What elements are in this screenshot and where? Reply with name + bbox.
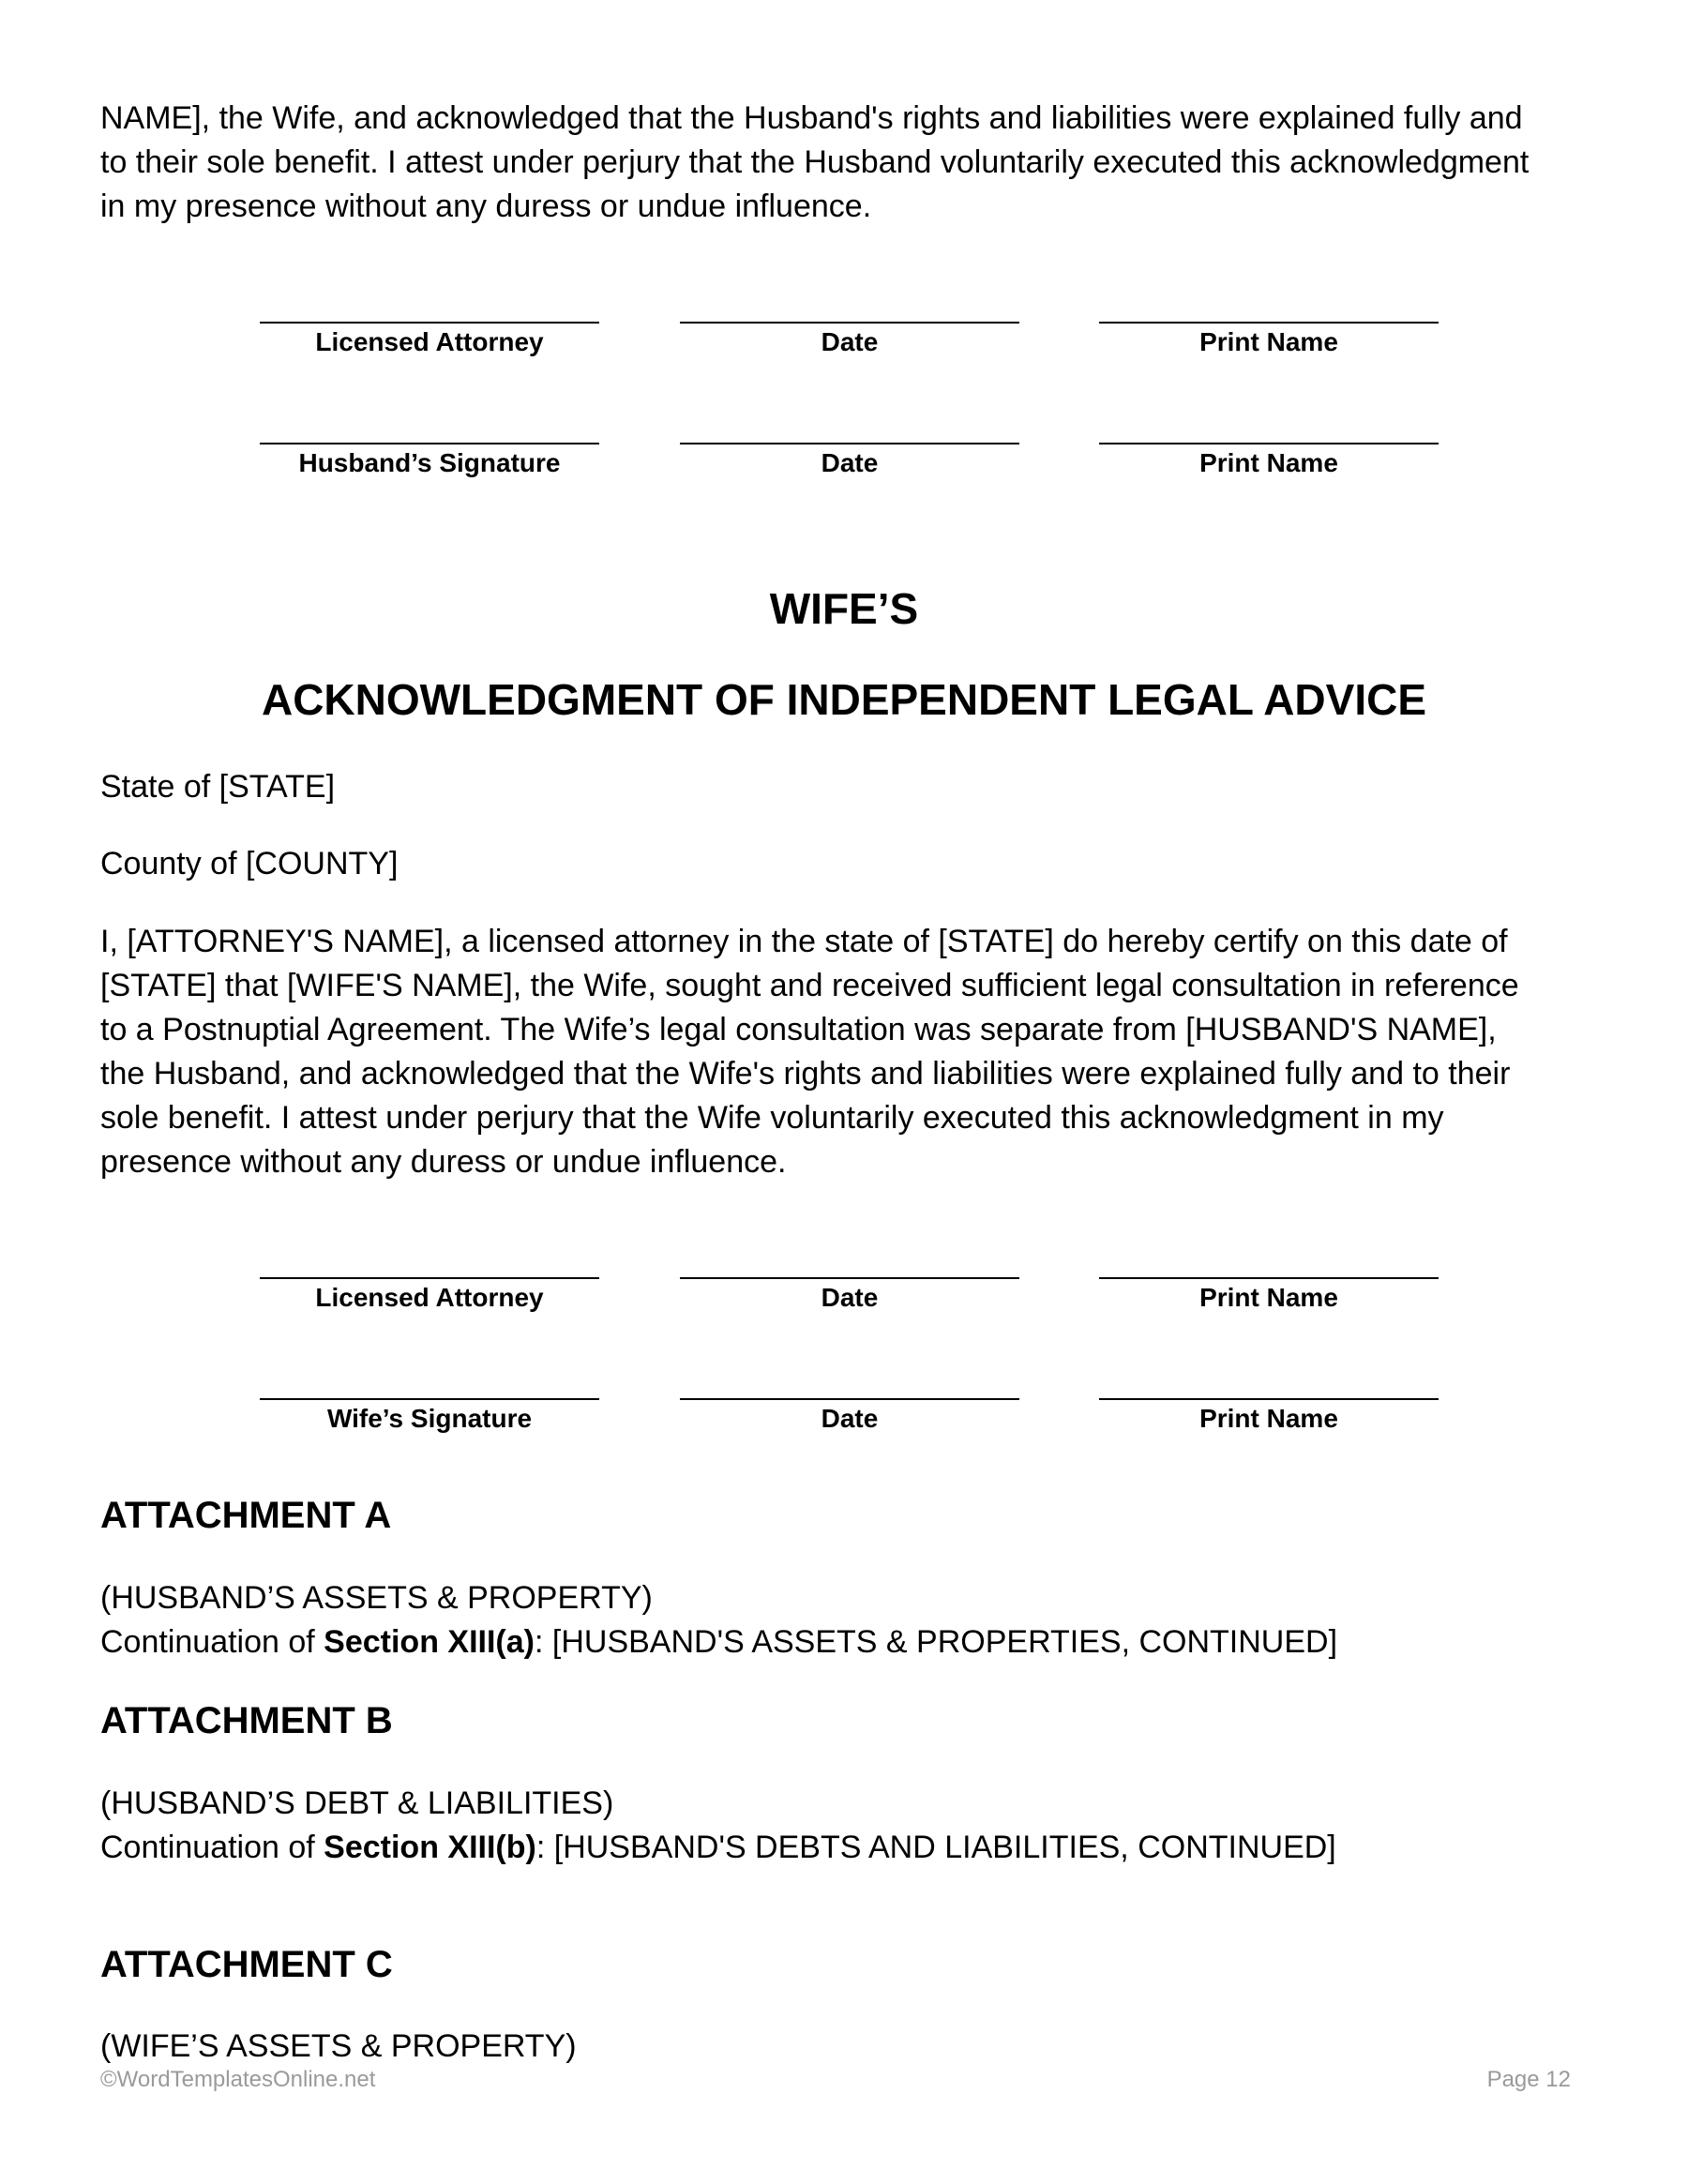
signature-line — [680, 443, 1019, 444]
signature-line — [260, 1398, 599, 1400]
date-field[interactable] — [680, 322, 1019, 378]
footer-copyright: ©WordTemplatesOnline.net — [100, 2067, 376, 2092]
signature-line — [1099, 443, 1439, 444]
signature-line — [260, 1277, 599, 1279]
signature-label: Wife’s Signature — [326, 1404, 533, 1433]
wife-section-title-line-2: ACKNOWLEDGMENT OF INDEPENDENT LEGAL ADVICE — [261, 675, 1427, 724]
signature-label: Licensed Attorney — [315, 1283, 544, 1312]
signature-field[interactable] — [260, 322, 599, 378]
state-line: State of [STATE] — [100, 769, 336, 805]
wife-body-line-1: I, [ATTORNEY'S NAME], a licensed attorney in the state of [STATE] do hereby certify on this date of — [100, 924, 1508, 959]
husband-sig-row-attorney — [0, 322, 1688, 378]
signature-field[interactable] — [260, 443, 599, 499]
signature-line — [680, 1398, 1019, 1400]
continuation-text: : [HUSBAND'S ASSETS & PROPERTIES, CONTINUED] — [535, 1624, 1338, 1660]
date-label: Date — [821, 327, 879, 356]
wife-sig-row-wife — [0, 1398, 1688, 1454]
print-name-field[interactable] — [1099, 1277, 1439, 1333]
signature-label: Husband’s Signature — [298, 448, 561, 477]
signature-field[interactable] — [260, 1398, 599, 1454]
wife-sig-row-attorney — [0, 1277, 1688, 1333]
signature-line — [1099, 322, 1439, 324]
wife-body-line-2: [STATE] that [WIFE'S NAME], the Wife, sought and received sufficient legal consultation in reference — [100, 968, 1519, 1003]
continuation-text: : [HUSBAND'S DEBTS AND LIABILITIES, CONTINUED] — [535, 1830, 1336, 1865]
print-name-field[interactable] — [1099, 1398, 1439, 1454]
intro-line-3: in my presence without any duress or undue influence. — [100, 188, 872, 224]
date-label: Date — [821, 1283, 879, 1312]
attachment-b-heading: ATTACHMENT B — [100, 1700, 393, 1741]
intro-line-1: NAME], the Wife, and acknowledged that the Husband's rights and liabilities were explained fully and — [100, 100, 1523, 136]
signature-line — [1099, 1277, 1439, 1279]
intro-line-2: to their sole benefit. I attest under perjury that the Husband voluntarily executed this acknowledgment — [100, 144, 1530, 180]
wife-body-line-3: to a Postnuptial Agreement. The Wife’s legal consultation was separate from [HUSBAND'S NAME], — [100, 1012, 1497, 1047]
section-reference: Section XIII(a) — [324, 1624, 535, 1660]
husband-sig-row-husband — [0, 443, 1688, 499]
attachment-a-heading: ATTACHMENT A — [100, 1495, 392, 1536]
signature-line — [260, 322, 599, 324]
signature-line — [680, 322, 1019, 324]
wife-section-title-line-1: WIFE’S — [769, 584, 919, 633]
date-field[interactable] — [680, 1398, 1019, 1454]
print-name-label: Print Name — [1199, 1283, 1338, 1312]
signature-line — [1099, 1398, 1439, 1400]
print-name-label: Print Name — [1199, 448, 1338, 477]
attachment-a-continuation — [100, 1620, 1601, 1664]
print-name-field[interactable] — [1099, 443, 1439, 499]
attachment-c-heading: ATTACHMENT C — [100, 1944, 393, 1985]
attachment-b-subtitle: (HUSBAND’S DEBT & LIABILITIES) — [100, 1785, 614, 1821]
signature-label: Licensed Attorney — [315, 327, 544, 356]
print-name-field[interactable] — [1099, 322, 1439, 378]
attachment-a-subtitle: (HUSBAND’S ASSETS & PROPERTY) — [100, 1580, 653, 1616]
wife-body-line-6: presence without any duress or undue influence. — [100, 1144, 787, 1180]
signature-field[interactable] — [260, 1277, 599, 1333]
wife-body-line-5: sole benefit. I attest under perjury that the Wife voluntarily executed this acknowledgment in my — [100, 1100, 1444, 1136]
date-label: Date — [821, 448, 879, 477]
print-name-label: Print Name — [1199, 1404, 1338, 1433]
signature-line — [680, 1277, 1019, 1279]
attachment-b-continuation — [100, 1826, 1601, 1870]
date-field[interactable] — [680, 1277, 1019, 1333]
print-name-label: Print Name — [1199, 327, 1338, 356]
signature-line — [260, 443, 599, 444]
attachment-c-subtitle: (WIFE’S ASSETS & PROPERTY) — [100, 2028, 577, 2064]
section-reference: Section XIII(b) — [324, 1830, 536, 1865]
date-label: Date — [821, 1404, 879, 1433]
county-line: County of [COUNTY] — [100, 846, 399, 881]
continuation-prefix: Continuation of — [100, 1624, 324, 1660]
date-field[interactable] — [680, 443, 1019, 499]
footer-page-number: Page 12 — [1486, 2067, 1571, 2092]
wife-body-line-4: the Husband, and acknowledged that the Wife's rights and liabilities were explained fully and to their — [100, 1056, 1511, 1092]
continuation-prefix: Continuation of — [100, 1830, 324, 1865]
